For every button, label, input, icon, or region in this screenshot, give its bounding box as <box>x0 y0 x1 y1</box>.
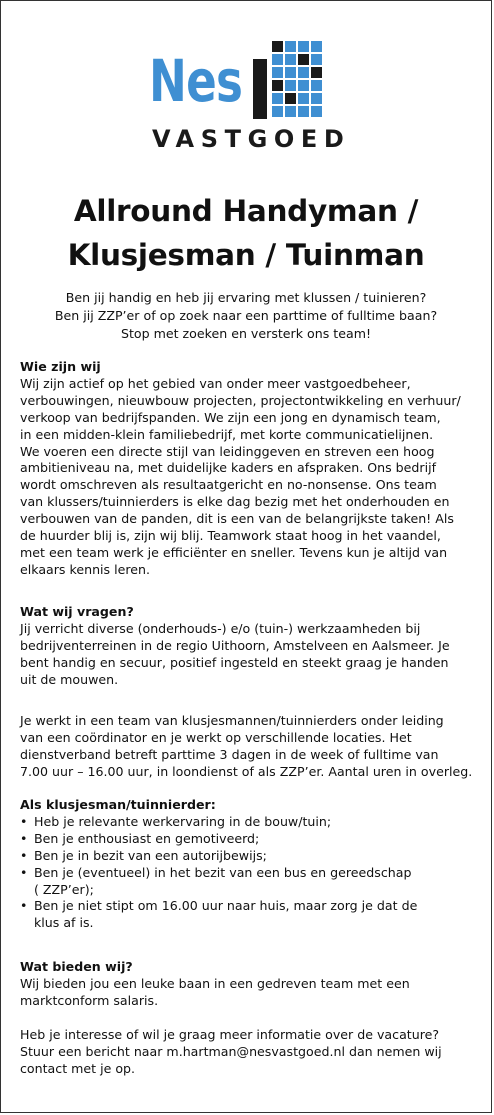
body-line: marktconform salaris. <box>20 992 159 1008</box>
intro-text <box>1 289 491 344</box>
body-line: verbouwingen, nieuwbouw projecten, projectontwikkeling en verhuur/ <box>20 392 461 408</box>
building-window <box>298 106 309 117</box>
building-window <box>311 106 322 117</box>
building-window <box>285 67 296 78</box>
bullet-icon: • <box>20 813 28 829</box>
section-als-klusjesman <box>20 797 480 932</box>
list-item-line: Ben je enthousiast en gemotiveerd; <box>34 830 260 846</box>
section-body <box>20 1027 480 1078</box>
body-line: Heb je interesse of wil je graag meer informatie over de vacature? <box>20 1027 440 1042</box>
section-body <box>20 621 480 689</box>
list-item-line: klus af is. <box>34 915 94 931</box>
building-icon <box>253 39 325 119</box>
building-window <box>311 80 322 91</box>
company-logo <box>141 39 351 159</box>
body-line: elkaars kennis leren. <box>20 561 150 577</box>
list-item <box>20 848 480 865</box>
intro-line: Ben jij ZZP’er of op zoek naar een parttime of fulltime baan? <box>54 308 438 324</box>
list-item <box>20 865 480 899</box>
building-window <box>311 54 322 65</box>
body-line: wordt omschreven als resultaatgericht en no-nonsense. Ons team <box>20 477 437 493</box>
bullet-icon: • <box>20 898 28 914</box>
building-window <box>272 41 283 52</box>
list-item <box>20 831 480 848</box>
building-window <box>272 93 283 104</box>
section-werkverband <box>20 713 480 781</box>
title-line: Klusjesman / Tuinman <box>67 238 425 272</box>
bullet-icon: • <box>20 830 28 846</box>
body-line: Jij verricht diverse (onderhouds-) e/o (tuin-) werkzaamheden bij <box>20 620 421 636</box>
building-window <box>285 80 296 91</box>
section-body <box>20 976 480 1010</box>
section-body <box>20 376 480 579</box>
section-heading: Wat wij vragen? <box>20 604 134 619</box>
building-window <box>311 93 322 104</box>
intro-line: Stop met zoeken en versterk ons team! <box>120 326 372 342</box>
intro-line: Ben jij handig en heb jij ervaring met klussen / tuinieren? <box>65 290 427 305</box>
body-line: met een team werk je efficiënter en sneller. Tevens kun je altijd van <box>20 544 448 560</box>
body-line: verkoop van bedrijfspanden. We zijn een jong en dynamisch team, <box>20 409 441 425</box>
building-window <box>285 93 296 104</box>
body-line: bedrijventerreinen in de regio Uithoorn, Amstelveen en Aalsmeer. Je <box>20 637 450 653</box>
list-item-line: ( ZZP’er); <box>34 881 94 897</box>
body-line: Wij bieden jou een leuke baan in een gedreven team met een <box>20 975 410 991</box>
body-line: verbouwen van de panden, dit is een van de belangrijkste taken! Als <box>20 511 454 527</box>
section-heading: Wat bieden wij? <box>20 959 133 974</box>
list-item <box>20 814 480 831</box>
section-wie-zijn-wij <box>20 359 480 579</box>
building-window <box>311 41 322 52</box>
building-window <box>272 54 283 65</box>
section-contact <box>20 1027 480 1078</box>
list-item-line: Ben je (eventueel) in het bezit van een bus en gereedschap <box>34 864 412 880</box>
logo-subtitle: VASTGOED <box>152 125 351 153</box>
body-line: Wij zijn actief op het gebied van onder meer vastgoedbeheer, <box>20 375 411 391</box>
building-window <box>311 67 322 78</box>
building-window <box>298 41 309 52</box>
body-line: in een midden-klein familiebedrijf, met korte communicatielijnen. <box>20 426 434 442</box>
section-body <box>20 713 480 781</box>
building-window <box>298 93 309 104</box>
section-wat-wij-vragen <box>20 604 480 689</box>
body-line: Stuur een bericht naar m.hartman@nesvastgoed.nl dan nemen wij <box>20 1043 442 1059</box>
building-window <box>298 80 309 91</box>
section-heading: Als klusjesman/tuinnierder: <box>20 797 216 812</box>
body-line: van klussers/tuinnierders is elke dag bezig met het onderhouden en <box>20 494 450 510</box>
building-window <box>272 80 283 91</box>
job-title <box>1 189 491 277</box>
body-line: We voeren een directe stijl van leidinggeven en streven een hoog <box>20 443 435 459</box>
building-window <box>272 106 283 117</box>
list-item-line: Heb je relevante werkervaring in de bouw/tuin; <box>34 813 332 829</box>
logo-name: Nes <box>149 47 243 115</box>
body-line: bent handig en secuur, positief ingesteld en steekt graag je handen <box>20 654 449 670</box>
title-line: Allround Handyman / <box>73 194 419 228</box>
body-line: van een coördinator en je werkt op verschillende locaties. Het <box>20 729 412 745</box>
bullet-icon: • <box>20 847 28 863</box>
building-window <box>298 67 309 78</box>
bullet-icon: • <box>20 864 28 880</box>
body-line: dienstverband betreft parttime 3 dagen in de week of fulltime van <box>20 746 439 762</box>
body-line: uit de mouwen. <box>20 671 119 687</box>
building-window <box>298 54 309 65</box>
body-line: ambitieniveau na, met duidelijke kaders en afspraken. Ons bedrijf <box>20 460 437 476</box>
building-window <box>285 41 296 52</box>
list-item-line: Ben je niet stipt om 16.00 uur naar huis, maar zorg je dat de <box>34 898 418 914</box>
list-item <box>20 898 480 932</box>
building-window <box>272 67 283 78</box>
body-line: 7.00 uur – 16.00 uur, in loondienst of als ZZP’er. Aantal uren in overleg. <box>20 763 473 779</box>
body-line: contact met je op. <box>20 1060 136 1076</box>
body-line: de huurder blij is, zijn wij blij. Teamwork staat hoog in het vaandel, <box>20 528 441 544</box>
body-line: Je werkt in een team van klusjesmannen/tuinnierders onder leiding <box>20 713 444 728</box>
section-heading: Wie zijn wij <box>20 359 101 374</box>
building-window <box>285 106 296 117</box>
list-item-line: Ben je in bezit van een autorijbewijs; <box>34 847 267 863</box>
section-wat-bieden-wij <box>20 959 480 1010</box>
building-window <box>285 54 296 65</box>
